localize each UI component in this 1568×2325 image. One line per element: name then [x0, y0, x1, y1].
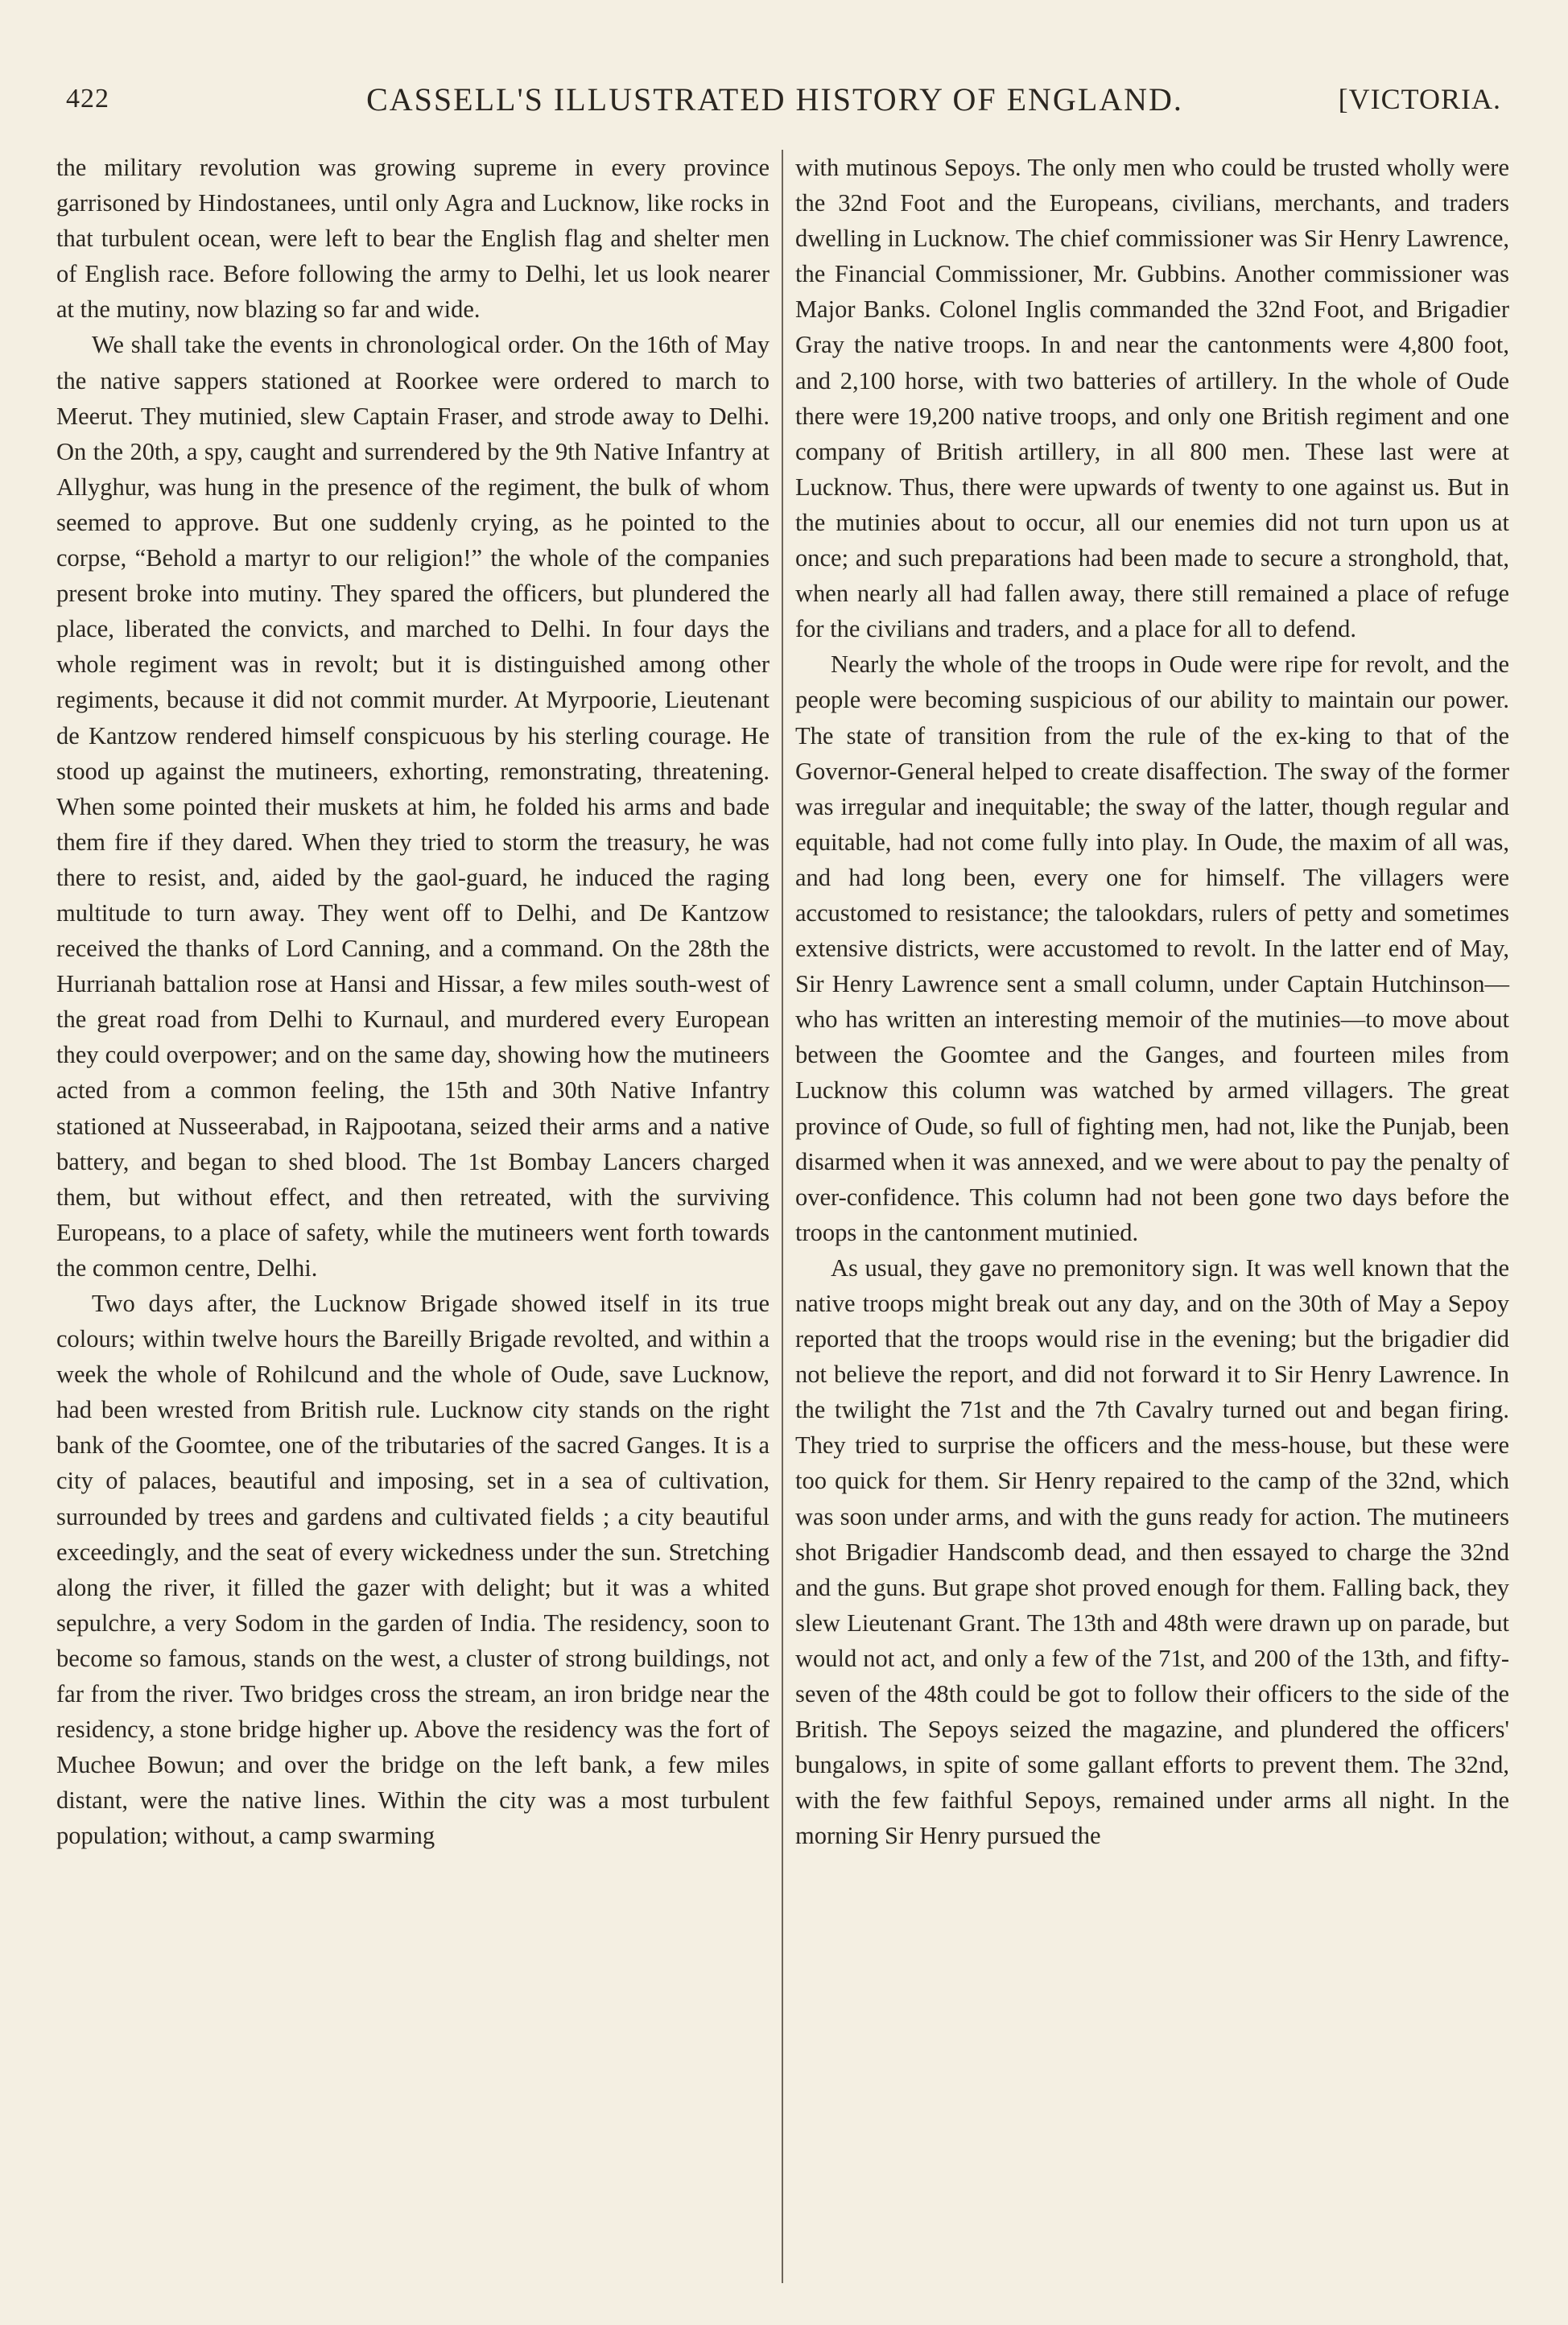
paragraph: the military revolution was growing supreme in every province garrisoned by Hindostanees, until only Agra and Lucknow, like rocks in that turbulent ocean, were left to bear the English flag and shelter men of English race. Before following the army to Delhi, let us look nearer at the mutiny, now blazing so far and wide. — [56, 154, 770, 324]
paragraph: We shall take the events in chronological order. On the 16th of May the native sappers stationed at Roorkee were ordered to march to Meerut. They mutinied, slew Captain Fraser, and strode away to Delhi. On the 20th, a spy, caught and surrendered by the 9th Native Infantry at Allyghur, was hung in the presence of the regiment, the bulk of whom seemed to approve. But one suddenly crying, as he pointed to the corpse, “Behold a martyr to our religion!” the whole of the companies present broke into mutiny. They spared the officers, but plundered the place, liberated the convicts, and marched to Delhi. In four days the whole regiment was in revolt; but it is distinguished among other regiments, because it did not commit murder. At Myrpoorie, Lieutenant de Kantzow rendered himself conspicuous by his sterling courage. He stood up against the mutineers, exhorting, remonstrating, threatening. When some pointed their muskets at him, he folded his arms and bade them fire if they dared. When they tried to storm the treasury, he was there to resist, and, aided by the gaol-guard, he induced the raging multitude to turn away. They went off to Delhi, and De Kantzow received the thanks of Lord Canning, and a command. On the 28th the Hurrianah battalion rose at Hansi and Hissar, a few miles south-west of the great road from Delhi to Kurnaul, and murdered every European they could overpower; and on the same day, showing how the mutineers acted from a common feeling, the 15th and 30th Native Infantry stationed at Nusseerabad, in Rajpootana, seized their arms and a native battery, and began to shed blood. The 1st Bombay Lancers charged them, but without effect, and then retreated, with the surviving Europeans, to a place of safety, while the mutineers went forth towards the common centre, Delhi. — [56, 331, 770, 1282]
paragraph: with mutinous Sepoys. The only men who could be trusted wholly were the 32nd Foot and the Europeans, civilians, merchants, and traders dwelling in Lucknow. The chief commissioner was Sir Henry Lawrence, the Financial Commissioner, Mr. Gubbins. Another commissioner was Major Banks. Colonel Inglis commanded the 32nd Foot, and Brigadier Gray the native troops. In and near the cantonments were 4,800 foot, and 2,100 horse, with two batteries of artillery. In the whole of Oude there were 19,200 native troops, and only one British regiment and one company of British artillery, in all 800 men. These last were at Lucknow. Thus, there were upwards of twenty to one against us. But in the mutinies about to occur, all our enemies did not turn upon us at once; and such preparations had been made to secure a stronghold, that, when nearly all had fallen away, there still remained a place of refuge for the civilians and traders, and a place for all to defend. — [795, 154, 1509, 643]
paragraph: As usual, they gave no premonitory sign. It was well known that the native troops might break out any day, and on the 30th of May a Sepoy reported that the troops would rise in the evening; but the brigadier did not believe the report, and did not forward it to Sir Henry Lawrence. In the twilight the 71st and the 7th Cavalry turned out and began firing. They tried to surprise the officers and the mess-house, but these were too quick for them. Sir Henry repaired to the camp of the 32nd, which was soon under arms, and with the guns ready for action. The mutineers shot Brigadier Handscomb dead, and then essayed to charge the 32nd and the guns. But grape shot proved enough for them. Falling back, they slew Lieutenant Grant. The 13th and 48th were drawn up on parade, but would not act, and only a few of the 71st, and 200 of the 13th, and fifty-seven of the 48th could be got to follow their officers to the side of the British. The Sepoys seized the magazine, and plundered the officers' bungalows, in spite of some gallant efforts to prevent them. The 32nd, with the few faithful Sepoys, remained under arms all night. In the morning Sir Henry pursued the — [795, 1253, 1509, 1850]
page-number: 422 — [66, 84, 109, 114]
column-divider — [782, 150, 783, 2283]
left-column — [56, 150, 770, 2283]
running-head: CASSELL'S ILLUSTRATED HISTORY OF ENGLAND. — [366, 81, 1183, 118]
page-header — [48, 69, 1501, 118]
paragraph: Nearly the whole of the troops in Oude were ripe for revolt, and the people were becoming suspicious of our ability to maintain our power. The state of transition from the rule of the ex-king to that of the Governor-General helped to create disaffection. The sway of the former was irregular and inequitable; the sway of the latter, though regular and equitable, had not come fully into play. In Oude, the maxim of all was, and had long been, every one for himself. The villagers were accustomed to resistance; the talookdars, rulers of petty and sometimes extensive districts, were accustomed to revolt. In the latter end of May, Sir Henry Lawrence sent a small column, under Captain Hutchinson—who has written an interesting memoir of the mutinies—to move about between the Goomtee and the Ganges, and fourteen miles from Lucknow this column was watched by armed villagers. The great province of Oude, so full of fighting men, had not, like the Punjab, been disarmed when it was annexed, and we were about to pay the penalty of over-confidence. This column had not been gone two days before the troops in the cantonment mutinied. — [795, 650, 1509, 1246]
right-column — [795, 150, 1509, 2283]
paragraph: Two days after, the Lucknow Brigade showed itself in its true colours; within twelve hours the Bareilly Brigade revolted, and within a week the whole of Rohilcund and the whole of Oude, save Lucknow, had been wrested from British rule. Lucknow city stands on the right bank of the Goomtee, one of the tributaries of the sacred Ganges. It is a city of palaces, beautiful and imposing, set in a sea of cultivation, surrounded by trees and gardens and cultivated fields ; a city beautiful exceedingly, and the seat of every wickedness under the sun. Stretching along the river, it filled the gazer with delight; but it was a whited sepulchre, a very Sodom in the garden of India. The residency, soon to become so famous, stands on the west, a cluster of strong buildings, not far from the river. Two bridges cross the stream, an iron bridge near the residency, a stone bridge higher up. Above the residency was the fort of Muchee Bowun; and over the bridge on the left bank, a few miles distant, were the native lines. Within the city was a most turbulent population; without, a camp swarming — [56, 1290, 770, 1850]
reign-label: [VICTORIA. — [1338, 83, 1501, 115]
